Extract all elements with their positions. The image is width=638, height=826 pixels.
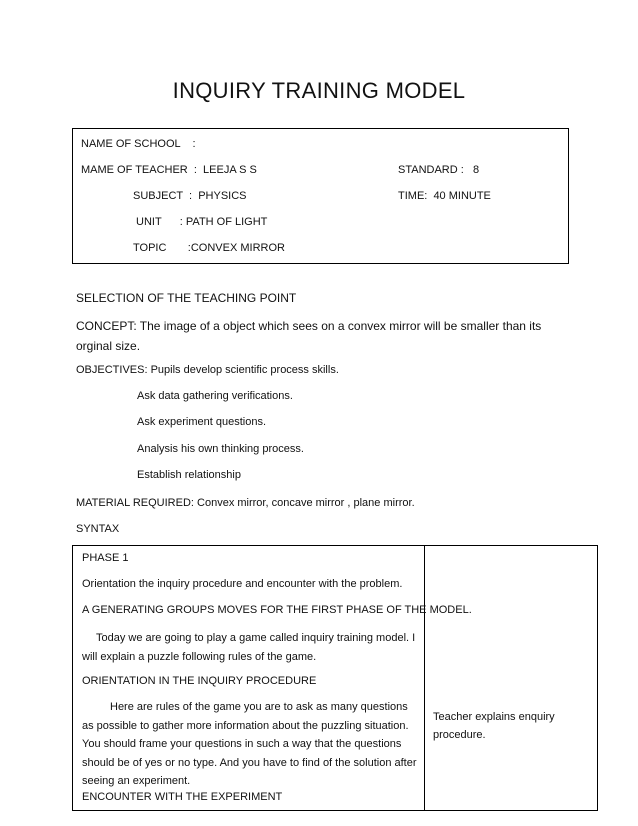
objective-item: Ask data gathering verifications.	[137, 390, 293, 402]
intro-paragraph: Today we are going to play a game called inquiry training model. I will explain a puzzle following rules of the game.	[82, 632, 416, 663]
encounter-heading: ENCOUNTER WITH THE EXPERIMENT	[82, 791, 283, 803]
orientation-heading: ORIENTATION IN THE INQUIRY PROCEDURE	[82, 675, 317, 687]
syntax-table	[72, 545, 598, 811]
topic-field: TOPIC :CONVEX MIRROR	[133, 242, 285, 254]
concept-text: CONCEPT: The image of a object which sees on a convex mirror will be smaller than its orginal size.	[76, 319, 542, 353]
objectives-heading: OBJECTIVES: Pupils develop scientific process skills.	[76, 364, 339, 376]
syntax-label: SYNTAX	[76, 523, 120, 535]
objective-item: Ask experiment questions.	[137, 416, 267, 428]
selection-heading: SELECTION OF THE TEACHING POINT	[76, 291, 297, 305]
standard-field: STANDARD : 8	[398, 164, 480, 176]
material-required: MATERIAL REQUIRED: Convex mirror, concave mirror , plane mirror.	[76, 497, 415, 509]
unit-field: UNIT : PATH OF LIGHT	[136, 216, 268, 228]
generating-groups-heading: A GENERATING GROUPS MOVES FOR THE FIRST PHASE OF THE MODEL.	[82, 604, 472, 616]
school-name-field: NAME OF SCHOOL :	[81, 138, 196, 150]
objective-item: Analysis his own thinking process.	[137, 443, 304, 455]
teacher-name-field: MAME OF TEACHER : LEEJA S S	[81, 164, 257, 176]
objective-item: Establish relationship	[137, 469, 241, 481]
time-field: TIME: 40 MINUTE	[398, 190, 491, 202]
subject-field: SUBJECT : PHYSICS	[133, 190, 247, 202]
rules-paragraph: Here are rules of the game you are to ask as many questions as possible to gather more information about the puzzling situation. You should frame your questions in such a way that the questions should be of yes or no type. And you have to find of the solution after seeing an experiment.	[82, 701, 417, 787]
table-divider	[424, 546, 425, 810]
phase-label: PHASE 1	[82, 552, 129, 564]
page-title: INQUIRY TRAINING MODEL	[172, 78, 466, 103]
teacher-note-cell: Teacher explains enquiry procedure.	[433, 711, 555, 741]
school-info-box	[72, 128, 569, 264]
orientation-text: Orientation the inquiry procedure and encounter with the problem.	[82, 578, 403, 590]
